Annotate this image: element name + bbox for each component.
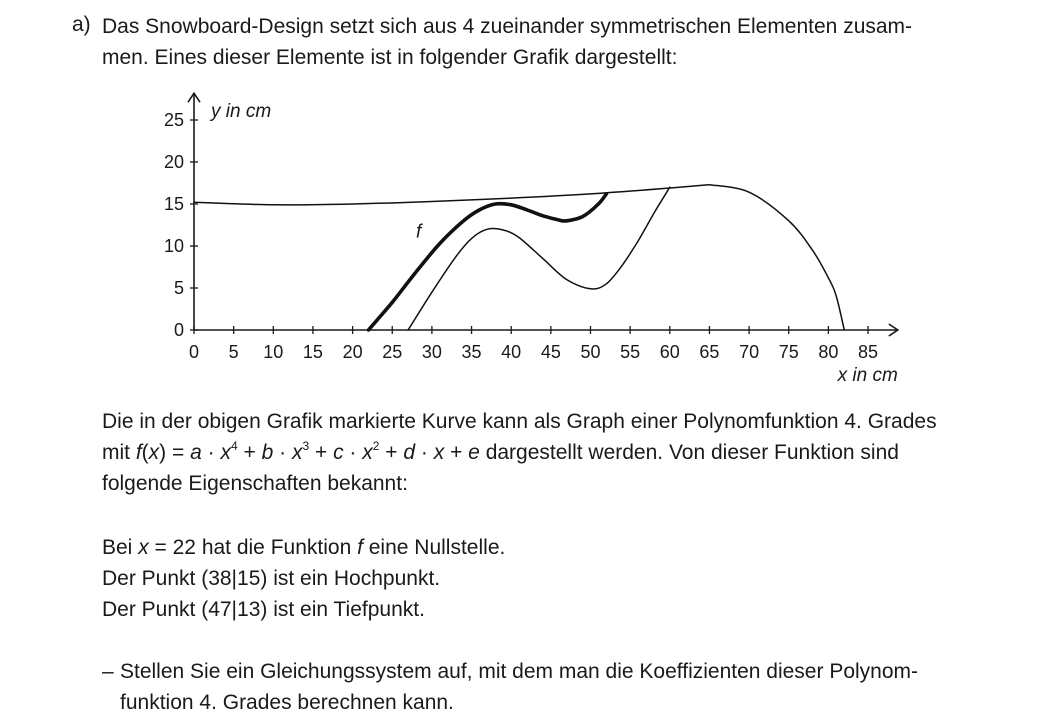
y-axis-ticks — [164, 110, 198, 340]
desc-line-2-post: dargestellt werden. Von dieser Funktion sind — [479, 441, 899, 464]
prop1-eq: = 22 hat die Funktion — [148, 536, 358, 559]
exp-4: 4 — [230, 439, 238, 453]
x-tick-label: 25 — [382, 342, 403, 362]
x-tick-label: 10 — [263, 342, 284, 362]
x-tick-label: 75 — [778, 342, 799, 362]
x-tick-label: 35 — [461, 342, 482, 362]
curves — [194, 185, 844, 330]
inner-curve — [408, 187, 670, 330]
dot-1: · — [201, 441, 221, 464]
var-x-4: x — [220, 441, 231, 464]
equals: ) = — [159, 441, 191, 464]
var-x-2: x — [362, 441, 373, 464]
plus-2: + — [309, 441, 334, 464]
task-dash: – — [102, 660, 114, 683]
plus-4: + — [444, 441, 469, 464]
coef-a: a — [190, 441, 202, 464]
paren-open: ( — [141, 441, 149, 464]
property-maximum: Der Punkt (38|15) ist ein Hochpunkt. — [102, 567, 441, 590]
x-tick-label: 40 — [501, 342, 522, 362]
x-tick-label: 20 — [342, 342, 363, 362]
property-zero — [102, 532, 1002, 563]
desc-line-1: Die in der obigen Grafik markierte Kurve kann als Graph einer Polynomfunktion 4. Grades — [102, 410, 937, 433]
x-tick-label: 55 — [620, 342, 641, 362]
desc-line-2 — [102, 437, 1002, 468]
x-tick-label: 5 — [228, 342, 239, 362]
y-tick-label: 5 — [173, 278, 184, 298]
x-tick-label: 60 — [659, 342, 680, 362]
coef-d: d — [403, 441, 416, 464]
coef-e: e — [468, 441, 480, 464]
property-minimum: Der Punkt (47|13) ist ein Tiefpunkt. — [102, 598, 425, 621]
var-x-1: x — [433, 441, 445, 464]
y-tick-label: 20 — [163, 152, 184, 172]
prop1-x: x — [138, 536, 149, 559]
x-tick-label: 85 — [858, 342, 879, 362]
x-tick-label: 65 — [699, 342, 720, 362]
var-x: x — [148, 441, 160, 464]
prop1-f: f — [357, 536, 363, 559]
top-outline-curve — [194, 185, 709, 205]
var-x-3: x — [291, 441, 303, 464]
prop1-post: eine Nullstelle. — [362, 536, 506, 559]
y-axis-label: y in cm — [211, 101, 272, 123]
coef-c: c — [333, 441, 344, 464]
function-f-curve — [369, 194, 607, 330]
x-tick-label: 30 — [421, 342, 442, 362]
coef-b: b — [261, 441, 274, 464]
function-description — [102, 406, 1002, 499]
dot-3: · — [343, 441, 363, 464]
desc-mit: mit — [102, 441, 136, 464]
x-tick-label: 80 — [818, 342, 839, 362]
desc-line-3: folgende Eigenschaften bekannt: — [102, 472, 408, 495]
intro-line-2: men. Eines dieser Elemente ist in folgender Grafik dargestellt: — [102, 46, 678, 69]
x-tick-label: 15 — [302, 342, 323, 362]
dot-2: · — [273, 441, 292, 464]
plus-3: + — [379, 441, 404, 464]
exp-2: 2 — [372, 439, 380, 453]
x-tick-label: 70 — [739, 342, 760, 362]
x-axis-ticks — [189, 326, 878, 362]
known-properties — [102, 532, 1002, 625]
exp-3: 3 — [302, 439, 310, 453]
x-tick-label: 45 — [540, 342, 561, 362]
y-tick-label: 15 — [163, 194, 184, 214]
task-line-2: funktion 4. Grades berechnen kann. — [120, 691, 454, 714]
y-tick-label: 25 — [163, 110, 184, 130]
y-tick-label: 0 — [173, 320, 184, 340]
nose-arc-curve — [709, 185, 844, 330]
plus-1: + — [237, 441, 262, 464]
dot-4: · — [415, 441, 434, 464]
task-label: a) — [72, 13, 91, 36]
task-line-1: Stellen Sie ein Gleichungssystem auf, mit dem man die Koeffizienten dieser Polynom- — [120, 660, 919, 683]
x-tick-label: 50 — [580, 342, 601, 362]
intro-line-1: Das Snowboard-Design setzt sich aus 4 zueinander symmetrischen Elementen zusam- — [102, 15, 913, 38]
x-tick-label: 0 — [188, 342, 200, 362]
x-axis-label: x in cm — [837, 365, 898, 386]
func-f: f — [135, 441, 142, 464]
curve-label-f: f — [416, 221, 422, 243]
prop1-pre: Bei — [102, 536, 139, 559]
y-tick-label: 10 — [163, 236, 184, 256]
